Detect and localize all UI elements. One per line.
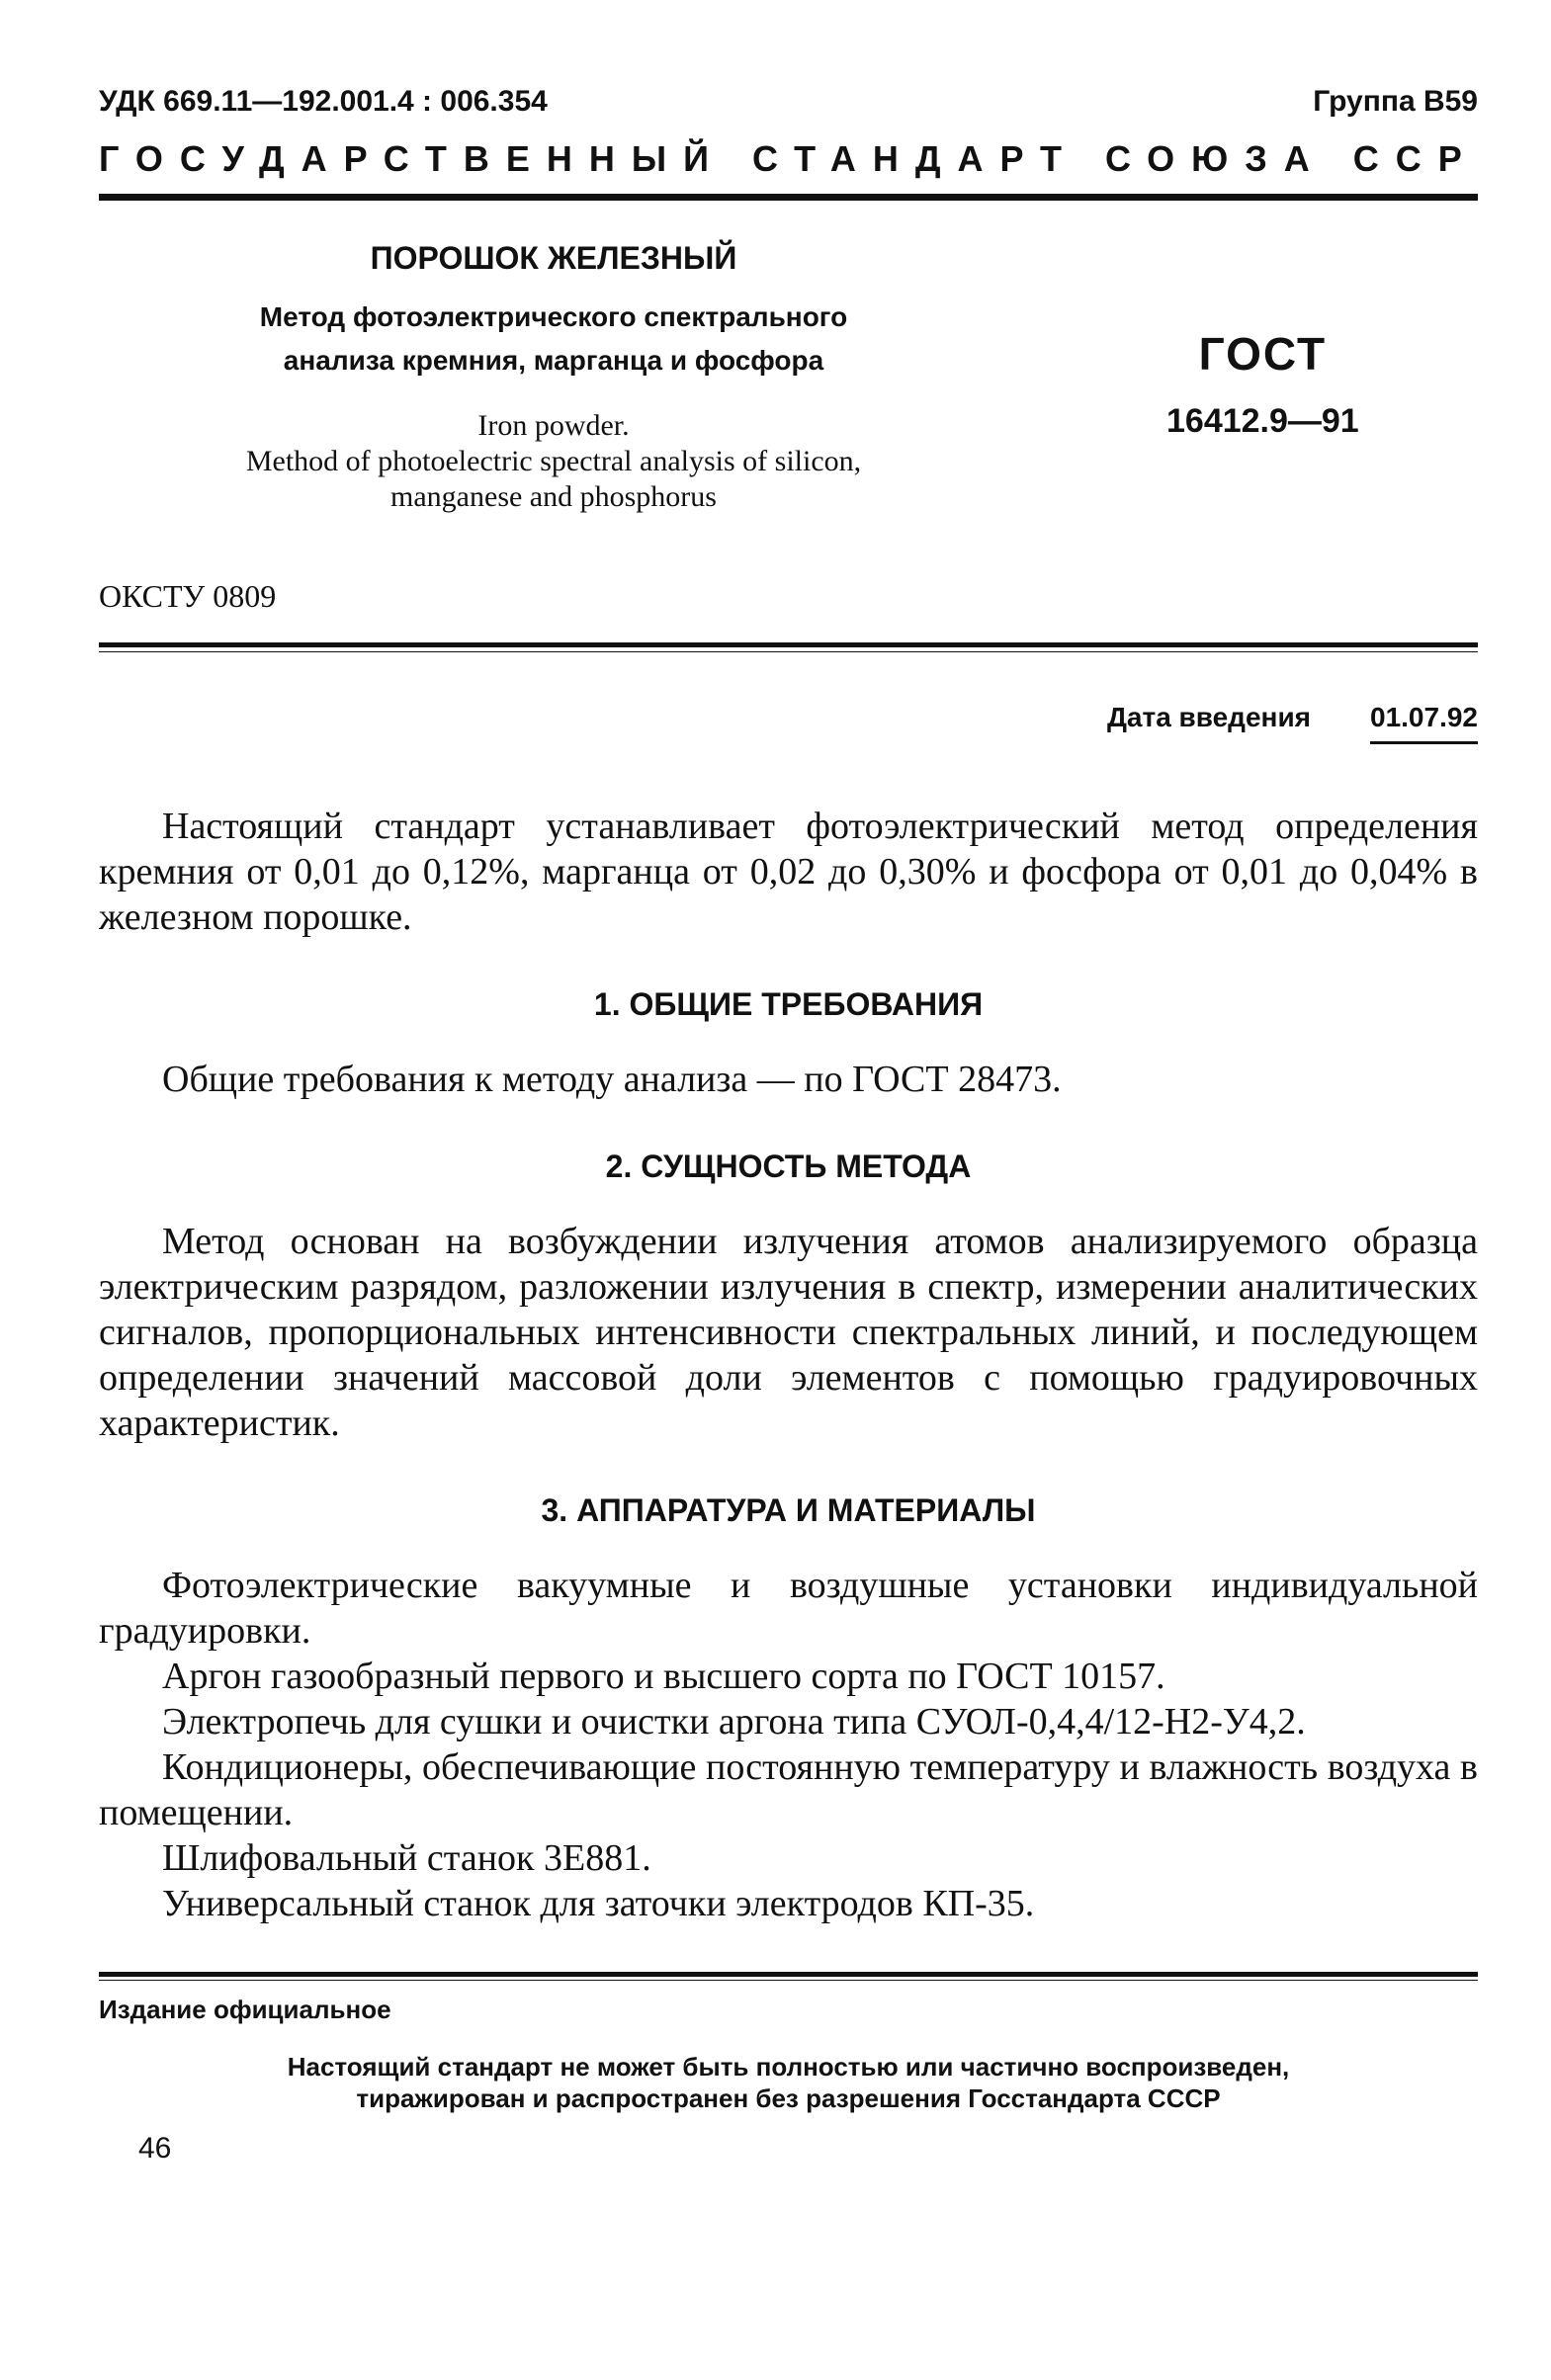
section-1 bbox=[99, 981, 1478, 1102]
section-paragraph: Шлифовальный станок 3Е881. bbox=[162, 1837, 651, 1879]
section-paragraph: Электропечь для сушки и очистки аргона типа СУОЛ-0,4,4/12-Н2-У4,2. bbox=[162, 1701, 1306, 1742]
en-title-line3: manganese and phosphorus bbox=[390, 480, 717, 513]
section-paragraph: Фотоэлектрические вакуумные и воздушные установки индивидуальной градуировки. bbox=[99, 1565, 1478, 1652]
title-block bbox=[99, 240, 1478, 566]
footer-rule bbox=[99, 1972, 1478, 1981]
intro-date-value: 01.07.92 bbox=[1370, 702, 1478, 744]
intro-section bbox=[99, 804, 1478, 940]
copyright-notice bbox=[99, 2051, 1478, 2114]
ru-subtitle-line1: Метод фотоэлектрического спектрального bbox=[259, 301, 848, 332]
intro-date-row bbox=[99, 702, 1478, 744]
ru-main-title: ПОРОШОК ЖЕЛЕЗНЫЙ bbox=[370, 240, 737, 276]
udk-code: УДК 669.11—192.001.4 : 006.354 bbox=[99, 85, 548, 118]
state-standard-title: ГОСУДАРСТВЕННЫЙ СТАНДАРТ СОЮЗА ССР bbox=[99, 138, 1479, 179]
header-rule bbox=[99, 194, 1478, 201]
en-title-line1: Iron powder. bbox=[477, 409, 630, 442]
official-edition-label: Издание официальное bbox=[99, 1995, 391, 2024]
copyright-notice-line2: тиражирован и распространен без разрешения Госстандарта СССР bbox=[356, 2083, 1221, 2113]
gost-number: 16412.9—91 bbox=[1166, 402, 1359, 440]
en-title-line2: Method of photoelectric spectral analysis of silicon, bbox=[245, 445, 862, 477]
section-heading: 3. АППАРАТУРА И МАТЕРИАЛЫ bbox=[541, 1492, 1036, 1528]
gost-designation bbox=[1166, 327, 1359, 441]
section-paragraph: Аргон газообразный первого и высшего сорта по ГОСТ 10157. bbox=[162, 1656, 1165, 1697]
section-paragraph: Универсальный станок для заточки электродов КП-35. bbox=[162, 1883, 1035, 1924]
section-heading: 1. ОБЩИЕ ТРЕБОВАНИЯ bbox=[593, 986, 984, 1022]
section-paragraph: Метод основан на возбуждении излучения атомов анализируемого образца электрическим разрядом, разложении излучения в спектр, измерении аналитических сигналов, пропорциональных интенсивности спектральных линий, и последующем определении значений массовой доли элементов с помощью градуировочных характеристик. bbox=[99, 1221, 1478, 1444]
ru-subtitle-line2: анализа кремния, марганца и фосфора bbox=[283, 345, 824, 376]
gost-label: ГОСТ bbox=[1198, 328, 1328, 380]
title-rule bbox=[99, 642, 1478, 652]
section-3 bbox=[99, 1488, 1478, 1926]
page-number: 46 bbox=[138, 2132, 172, 2165]
document-page bbox=[99, 85, 1478, 2166]
section-paragraph: Кондиционеры, обеспечивающие постоянную температуру и влажность воздуха в помещении. bbox=[99, 1746, 1478, 1833]
section-paragraph: Общие требования к методу анализа — по ГОСТ 28473. bbox=[162, 1059, 1062, 1100]
okstu-code: ОКСТУ 0809 bbox=[99, 578, 277, 614]
intro-paragraph: Настоящий стандарт устанавливает фотоэлектрический метод определения кремния от 0,01 до 0,12%, марганца от 0,02 до 0,30% и фосфора от 0,01 до 0,04% в железном порошке. bbox=[99, 806, 1478, 938]
header-row bbox=[99, 85, 1478, 119]
group-code: Группа В59 bbox=[1313, 85, 1478, 118]
intro-date-label: Дата введения bbox=[1106, 702, 1311, 732]
copyright-notice-line1: Настоящий стандарт не может быть полностью или частично воспроизведен, bbox=[287, 2052, 1290, 2082]
section-heading: 2. СУЩНОСТЬ МЕТОДА bbox=[605, 1148, 972, 1184]
section-2 bbox=[99, 1144, 1478, 1446]
